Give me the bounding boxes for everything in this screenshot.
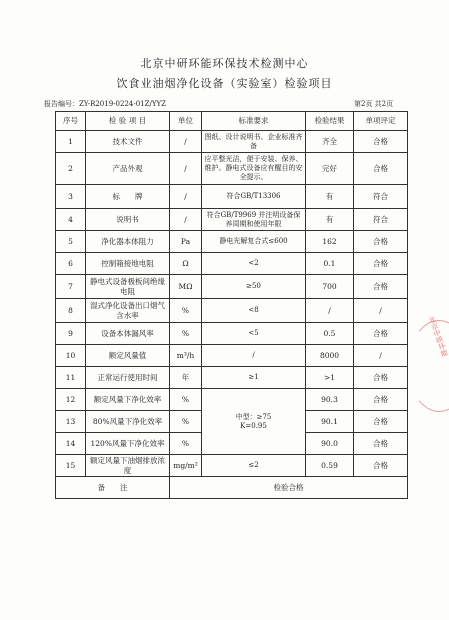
row-evaluation: / [354, 299, 408, 323]
remarks-label: 备 注 [56, 477, 170, 499]
row-unit: % [170, 323, 202, 345]
row-requirement: 符合GB/T13306 [202, 185, 306, 209]
row-no: 1 [56, 131, 86, 153]
row-unit: mg/m² [170, 455, 202, 477]
row-result: 齐全 [306, 131, 354, 153]
row-item: 80%风量下净化效率 [86, 411, 170, 433]
row-unit: / [170, 209, 202, 231]
row-requirement: ≤2 [202, 455, 306, 477]
row-item: 控制箱接地电阻 [86, 253, 170, 275]
org-title: 北京中研环能环保技术检测中心 [140, 57, 309, 70]
table-row [56, 153, 408, 185]
remarks-row [56, 477, 408, 499]
row-result: 0.59 [306, 455, 354, 477]
table-row [56, 185, 408, 209]
table-row [56, 299, 408, 323]
row-evaluation: 合格 [354, 433, 408, 455]
header-evaluation: 单项评定 [354, 112, 408, 131]
row-result: >1 [306, 367, 354, 389]
row-result: 162 [306, 231, 354, 253]
row-item: 额定风量下油烟排放浓度 [86, 455, 170, 477]
row-result: 有 [306, 185, 354, 209]
table-row [56, 231, 408, 253]
table-row [56, 253, 408, 275]
row-no: 13 [56, 411, 86, 433]
inspection-table [55, 111, 408, 499]
row-unit: / [170, 185, 202, 209]
row-item: 湿式净化设备出口烟气含水率 [86, 299, 170, 323]
header-result: 检验结果 [306, 112, 354, 131]
row-evaluation: 合格 [354, 275, 408, 299]
row-unit: 年 [170, 367, 202, 389]
row-evaluation: 合格 [354, 367, 408, 389]
row-item: 产品外观 [86, 153, 170, 185]
row-requirement: / [202, 345, 306, 367]
merged-efficiency-requirement [202, 389, 306, 455]
table-row [56, 389, 408, 411]
row-result: 90.1 [306, 411, 354, 433]
row-requirement: 静电光解复合式≤600 [202, 231, 306, 253]
table-row [56, 455, 408, 477]
table-row [56, 275, 408, 299]
row-no: 2 [56, 153, 86, 185]
row-evaluation: 合格 [354, 323, 408, 345]
row-result: 700 [306, 275, 354, 299]
row-no: 12 [56, 389, 86, 411]
row-evaluation: 合格 [354, 153, 408, 185]
page-number: 第2页 共2页 [354, 100, 394, 108]
row-no: 6 [56, 253, 86, 275]
row-no: 9 [56, 323, 86, 345]
row-item: 技术文件 [86, 131, 170, 153]
stamp-text: 北京中研环能 [427, 315, 449, 358]
row-item: 正常运行使用时间 [86, 367, 170, 389]
row-requirement: 应平整光洁，便于安装、保养、维护。静电式设备应有醒目的安全提示。 [202, 153, 306, 185]
row-evaluation: 合格 [354, 411, 408, 433]
row-result: 0.1 [306, 253, 354, 275]
table-row [56, 209, 408, 231]
row-evaluation: 合格 [354, 389, 408, 411]
table-row [56, 345, 408, 367]
row-requirement: <5 [202, 323, 306, 345]
row-unit: / [170, 131, 202, 153]
row-unit: / [170, 153, 202, 185]
row-evaluation: 合格 [354, 131, 408, 153]
row-item: 标 牌 [86, 185, 170, 209]
row-unit: % [170, 433, 202, 455]
header-requirement: 标准要求 [202, 112, 306, 131]
table-row [56, 323, 408, 345]
row-item: 静电式设备极板间绝缘电阻 [86, 275, 170, 299]
row-result: 有 [306, 209, 354, 231]
row-requirement: ≥1 [202, 367, 306, 389]
table-row [56, 367, 408, 389]
row-unit: % [170, 389, 202, 411]
row-result: 0.5 [306, 323, 354, 345]
row-no: 15 [56, 455, 86, 477]
table-row [56, 131, 408, 153]
row-unit: Ω [170, 253, 202, 275]
table-header-row [56, 112, 408, 131]
row-no: 3 [56, 185, 86, 209]
row-evaluation: 合格 [354, 455, 408, 477]
merged-req-line2: K=0.95 [240, 421, 267, 430]
row-result: 8000 [306, 345, 354, 367]
header-item: 检 验 项 目 [86, 112, 170, 131]
row-requirement: ≥50 [202, 275, 306, 299]
row-no: 10 [56, 345, 86, 367]
row-evaluation: 符合 [354, 185, 408, 209]
header-no: 序号 [56, 112, 86, 131]
row-requirement: 图纸、设计说明书、企业标准齐备 [202, 131, 306, 153]
row-no: 11 [56, 367, 86, 389]
document-subtitle: 饮食业油烟净化设备（实验室）检验项目 [116, 77, 333, 90]
row-item: 净化器本体阻力 [86, 231, 170, 253]
row-evaluation: 合格 [354, 231, 408, 253]
row-item: 说明书 [86, 209, 170, 231]
row-item: 额定风量值 [86, 345, 170, 367]
row-result: / [306, 299, 354, 323]
row-item: 额定风量下净化效率 [86, 389, 170, 411]
row-item: 设备本体漏风率 [86, 323, 170, 345]
merged-req-line1: 中型：≥75 [235, 412, 272, 421]
row-no: 5 [56, 231, 86, 253]
row-result: 90.3 [306, 389, 354, 411]
row-no: 4 [56, 209, 86, 231]
row-unit: Pa [170, 231, 202, 253]
row-evaluation: / [354, 345, 408, 367]
row-requirement: <2 [202, 253, 306, 275]
row-result: 90.0 [306, 433, 354, 455]
row-requirement: 符合GB/T9969 并注明设备保养周期和使用年限 [202, 209, 306, 231]
remarks-value: 检验合格 [170, 477, 408, 499]
row-no: 7 [56, 275, 86, 299]
row-evaluation: 符合 [354, 209, 408, 231]
row-no: 14 [56, 433, 86, 455]
report-number: 报告编号：ZY-R2019-0224-01Z/YYZ [44, 100, 166, 108]
row-item: 120%风量下净化效率 [86, 433, 170, 455]
row-evaluation: 合格 [354, 253, 408, 275]
row-result: 完好 [306, 153, 354, 185]
row-requirement: <8 [202, 299, 306, 323]
row-unit: m³/h [170, 345, 202, 367]
row-no: 8 [56, 299, 86, 323]
row-unit: % [170, 411, 202, 433]
row-unit: MΩ [170, 275, 202, 299]
header-unit: 单位 [170, 112, 202, 131]
row-unit: % [170, 299, 202, 323]
